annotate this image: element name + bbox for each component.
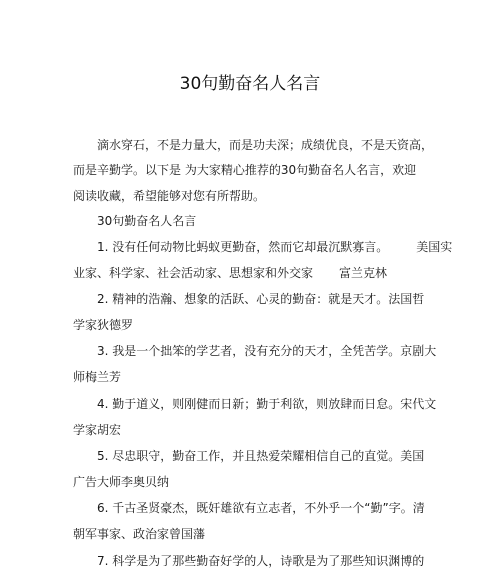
section-heading: 30句勤奋名人名言 bbox=[97, 214, 197, 228]
quote-3-line-1: 3. 我是一个拙笨的学艺者，没有充分的天才，全凭苦学。京剧大 bbox=[97, 344, 437, 358]
quote-4-line-1: 4. 勤于道义，则刚健而日新；勤于利欲，则放肆而日怠。宋代文 bbox=[97, 397, 437, 411]
intro-line-2: 而是辛勤学。以下是 为大家精心推荐的30句勤奋名人名言，欢迎 bbox=[73, 163, 417, 177]
document-title: 30句勤奋名人名言 bbox=[179, 74, 321, 94]
quote-1-author-start: 美国实 bbox=[416, 240, 453, 254]
quote-4-line-2: 学家胡宏 bbox=[73, 423, 122, 437]
quote-5-line-1: 5. 尽忠职守，勤奋工作，并且热爱荣耀相信自己的直觉。美国 bbox=[97, 449, 425, 463]
quote-1-line-2 bbox=[73, 265, 387, 281]
quote-2-line-2: 学家狄德罗 bbox=[73, 318, 134, 332]
quote-1-author-desc: 业家、科学家、社会活动家、思想家和外交家 bbox=[73, 266, 314, 280]
quote-5-line-2: 广告大师李奥贝纳 bbox=[73, 475, 170, 489]
quote-1-text: 1. 没有任何动物比蚂蚁更勤奋，然而它却最沉默寡言。 bbox=[97, 240, 389, 254]
quote-1-author-name: 富兰克林 bbox=[339, 266, 388, 280]
quote-2-line-1: 2. 精神的浩瀚、想象的活跃、心灵的勤奋：就是天才。法国哲 bbox=[97, 292, 425, 306]
quote-3-line-2: 师梅兰芳 bbox=[73, 370, 122, 384]
quote-6-line-1: 6. 千古圣贤豪杰，既奸雄欲有立志者，不外乎一个“勤”字。清 bbox=[97, 501, 425, 515]
quote-7-line-1: 7. 科学是为了那些勤奋好学的人，诗歌是为了那些知识渊博的 bbox=[97, 554, 425, 568]
intro-line-1: 滴水穿石，不是力量大，而是功夫深；成绩优良，不是天资高， bbox=[97, 138, 434, 152]
intro-line-3: 阅读收藏，希望能够对您有所帮助。 bbox=[73, 189, 266, 203]
quote-1-line-1 bbox=[97, 239, 452, 255]
quote-6-line-2: 朝军事家、政治家曾国藩 bbox=[73, 527, 206, 541]
